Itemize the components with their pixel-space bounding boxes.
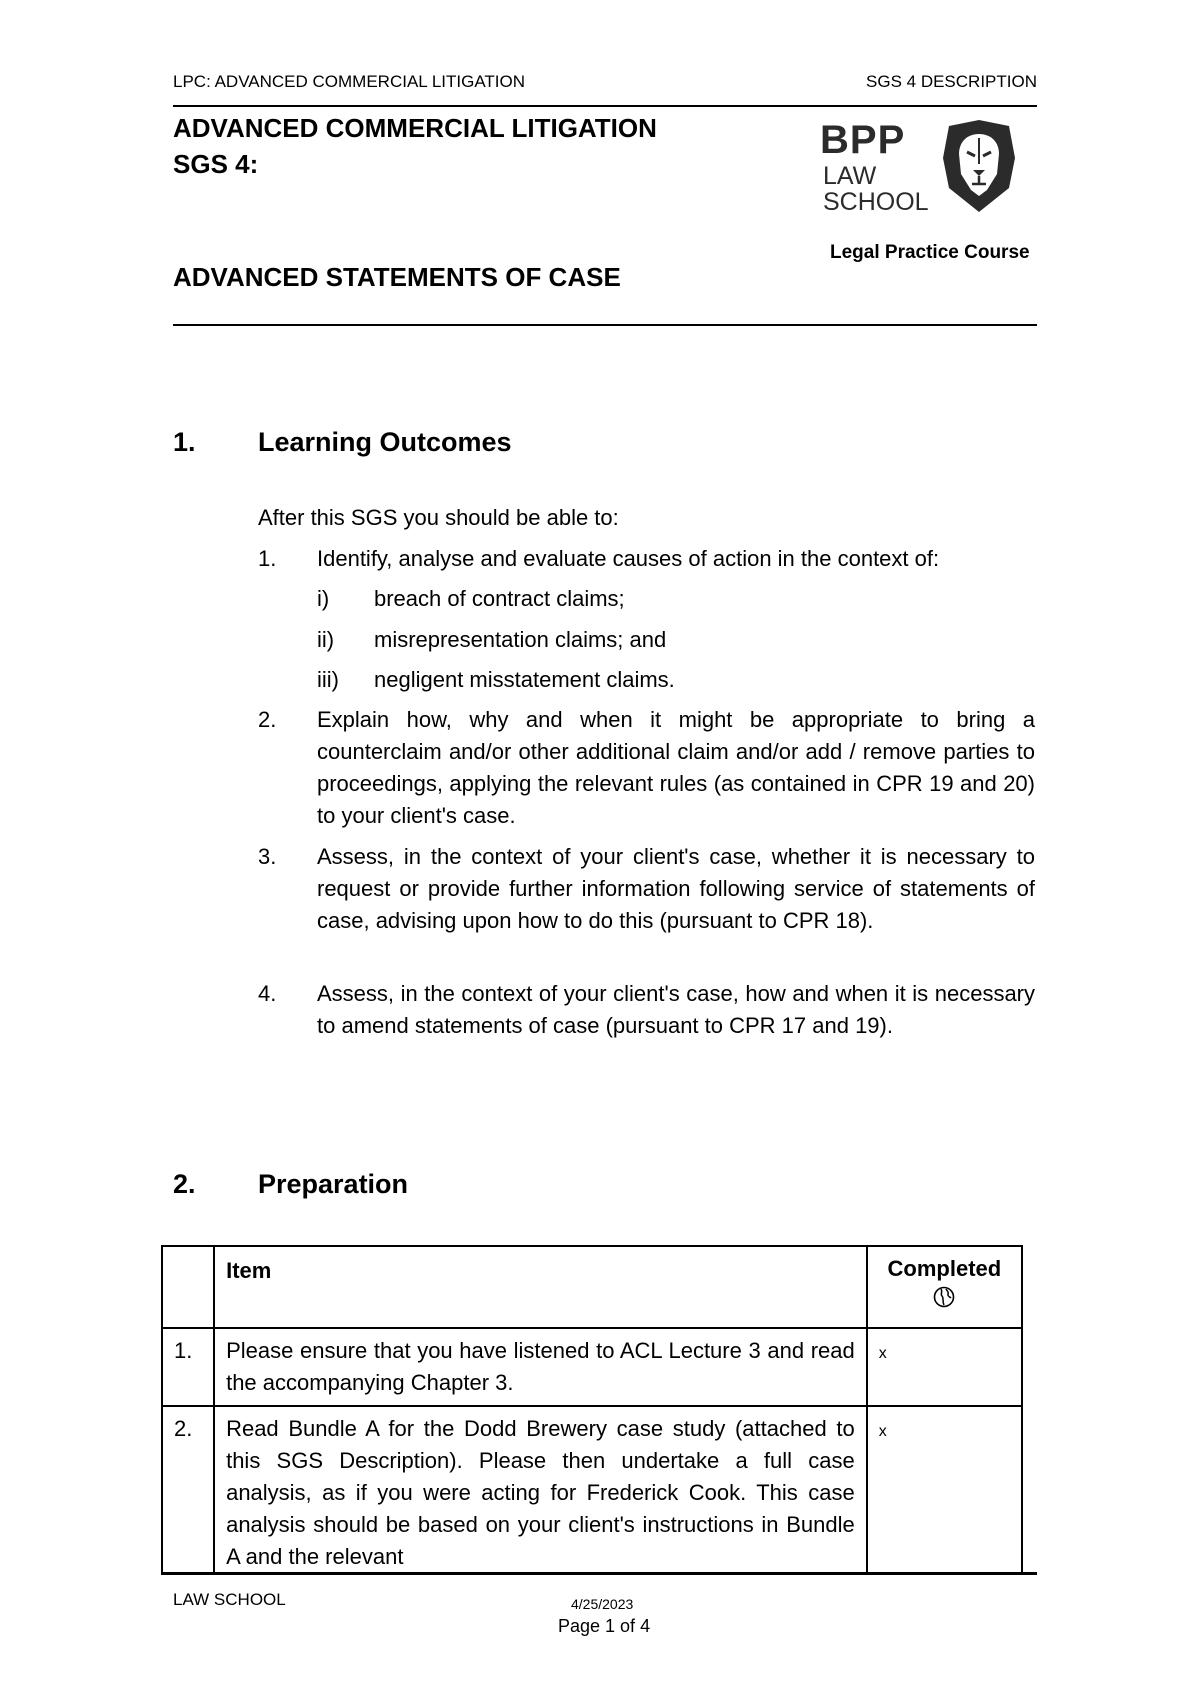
bpp-logo: [820, 118, 1020, 218]
document-subtitle: ADVANCED STATEMENTS OF CASE: [173, 262, 621, 292]
subitem-1-text: breach of contract claims;: [374, 586, 625, 611]
header-number-cell: [162, 1246, 214, 1328]
section-2-number: 2.: [173, 1169, 196, 1199]
subitem-3-number: iii): [317, 667, 339, 692]
footer-divider: [161, 1572, 1037, 1575]
outcome-2-text: Explain how, why and when it might be appropriate to bring a counterclaim and/or other additional claim and/or add / remove parties to proceedings, applying the relevant rules (as contained in CPR 19 and 20) to your client's case.: [317, 707, 1035, 828]
row-2-completed-mark: x: [878, 1423, 887, 1440]
logo-brand: BPP: [820, 118, 906, 162]
header-item-cell: [214, 1246, 867, 1328]
row-1-completed-mark: x: [878, 1345, 887, 1362]
logo-line-law: LAW: [823, 162, 877, 190]
section-1-number: 1.: [173, 427, 196, 457]
section-1-title: Learning Outcomes: [258, 427, 512, 457]
logo-caption: Legal Practice Course: [830, 242, 1030, 263]
header-item-label: Item: [226, 1258, 272, 1283]
outcome-1-number: 1.: [258, 546, 277, 571]
row-2-completed: [867, 1406, 1022, 1572]
outcome-1-text: Identify, analyse and evaluate causes of action in the context of:: [317, 546, 940, 571]
header-divider: [173, 105, 1037, 107]
row-2-number: 2.: [162, 1406, 214, 1572]
row-2-item: Read Bundle A for the Dodd Brewery case study (attached to this SGS Description). Please then undertake a full case analysis, as if you were acting for Frederick Cook. This case analysis should be based on your client's instructions in Bundle A and the relevant: [214, 1406, 867, 1572]
header-completed-cell: [867, 1246, 1022, 1328]
outcome-4-text: Assess, in the context of your client's case, how and when it is necessary to amend statements of case (pursuant to CPR 17 and 19).: [317, 981, 1035, 1038]
table-row: [162, 1328, 1022, 1406]
title-divider: [173, 324, 1037, 326]
subitem-3-text: negligent misstatement claims.: [374, 667, 675, 692]
table-header-row: [162, 1246, 1022, 1328]
subitem-2-number: ii): [317, 627, 335, 652]
title-line-2: SGS 4:: [173, 149, 259, 179]
subitem-1-number: i): [317, 586, 330, 611]
footer-left: LAW SCHOOL: [173, 1590, 286, 1609]
preparation-table: [161, 1245, 1023, 1572]
row-1-completed: [867, 1328, 1022, 1406]
outcome-2-number: 2.: [258, 707, 277, 732]
lion-head-icon: [939, 118, 1019, 214]
running-header-left: LPC: ADVANCED COMMERCIAL LITIGATION: [173, 72, 526, 91]
globe-icon: [932, 1285, 956, 1309]
row-1-number: 1.: [162, 1328, 214, 1406]
outcome-3-number: 3.: [258, 844, 277, 869]
outcome-4-number: 4.: [258, 981, 277, 1006]
outcome-3-text: Assess, in the context of your client's case, whether it is necessary to request or provide further information following service of statements of case, advising upon how to do this (pursuant to CPR 18).: [317, 844, 1035, 933]
logo-line-school: SCHOOL: [823, 188, 929, 216]
subitem-2-text: misrepresentation claims; and: [374, 627, 667, 652]
learning-outcomes-intro: After this SGS you should be able to:: [258, 505, 619, 530]
title-line-1: ADVANCED COMMERCIAL LITIGATION: [173, 113, 657, 143]
row-1-item: Please ensure that you have listened to ACL Lecture 3 and read the accompanying Chapter 3.: [214, 1328, 867, 1406]
running-header-right: SGS 4 DESCRIPTION: [866, 72, 1037, 91]
preparation-table-viewport: [150, 1245, 1030, 1572]
section-2-title: Preparation: [258, 1169, 409, 1199]
table-row: [162, 1406, 1022, 1572]
footer-date: 4/25/2023: [571, 1596, 634, 1612]
footer-page-number: Page 1 of 4: [558, 1616, 651, 1636]
header-completed-label: Completed: [887, 1256, 1002, 1281]
document-title: [173, 110, 657, 182]
